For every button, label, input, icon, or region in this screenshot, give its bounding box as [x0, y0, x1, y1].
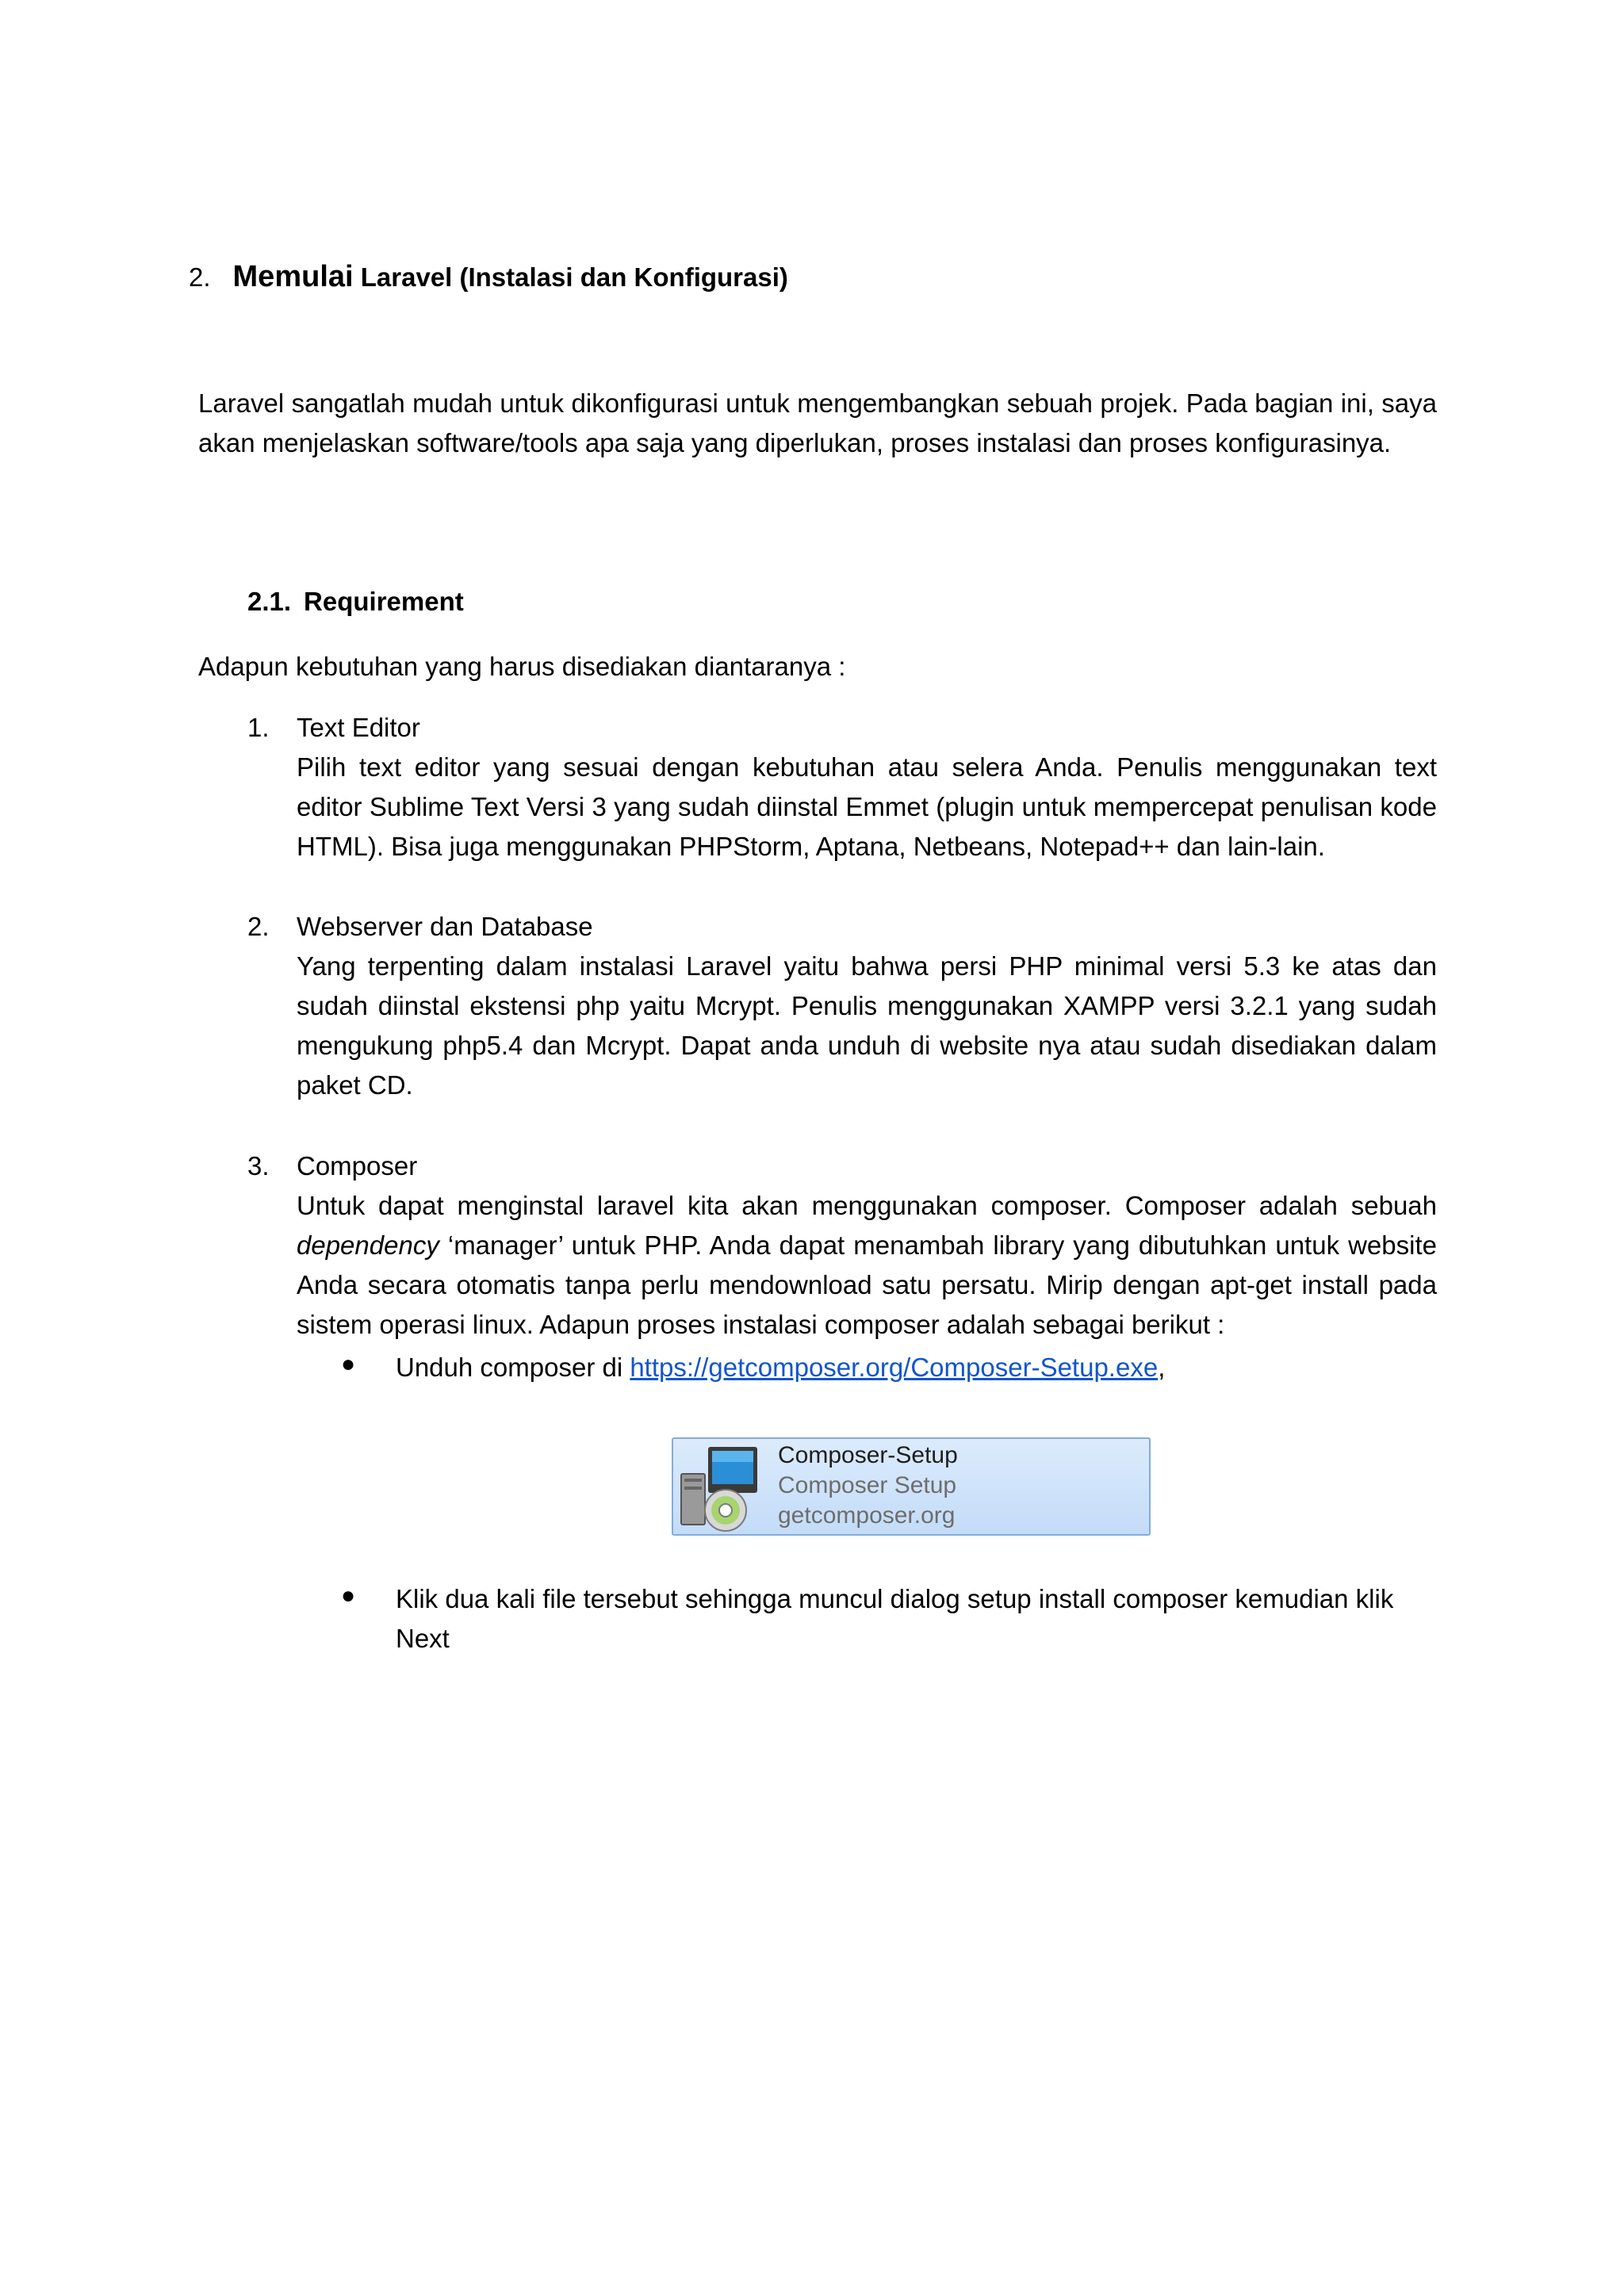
section-title-rest: Laravel (Instalasi dan Konfigurasi): [353, 262, 788, 292]
subsection-number: 2.1.: [247, 587, 292, 616]
item-number: 1.: [247, 713, 270, 742]
section-number: 2.: [189, 262, 211, 292]
item-body: [297, 1186, 1437, 1345]
composer-download-link[interactable]: https://getcomposer.org/Composer-Setup.exe: [630, 1353, 1159, 1382]
item-number: 2.: [247, 912, 270, 941]
bullet-icon: ●: [341, 1582, 356, 1609]
composer-setup-file[interactable]: [672, 1437, 1151, 1536]
section-heading: [189, 260, 788, 294]
bullet-text: [396, 1348, 1437, 1387]
requirements-intro: Adapun kebutuhan yang harus disediakan diantaranya :: [198, 652, 846, 681]
item-title: Webserver dan Database: [297, 912, 593, 941]
intro-paragraph: Laravel sangatlah mudah untuk dikonfigurasi untuk mengembangkan sebuah projek. Pada bagian ini, saya akan menjelaskan software/tools apa saja yang diperlukan, proses instalasi dan proses konfigurasinya.: [198, 388, 1437, 457]
item-title: Composer: [297, 1151, 418, 1181]
file-name: Composer-Setup: [778, 1442, 958, 1468]
subsection-title: Requirement: [304, 587, 464, 616]
bullet-icon: ●: [341, 1351, 356, 1377]
installer-disc-icon: [676, 1442, 768, 1534]
subsection-heading: [247, 587, 464, 617]
item-title: Text Editor: [297, 713, 420, 742]
item-body-italic: dependency: [297, 1230, 439, 1260]
item-body: Yang terpenting dalam instalasi Laravel yaitu bahwa persi PHP minimal versi 5.3 ke atas dan sudah diinstal ekstensi php yaitu Mcrypt. Penulis menggunakan XAMPP versi 3.2.1 yang sudah mengukung php5.4 dan Mcrypt. Dapat anda unduh di website nya atau sudah disediakan dalam paket CD.: [297, 951, 1437, 1100]
bullet-text: Klik dua kali file tersebut sehingga muncul dialog setup install composer kemudian klik Next: [396, 1584, 1394, 1653]
section-title-big: Memulai: [232, 260, 354, 293]
file-description: Composer Setup: [778, 1472, 957, 1498]
bullet-text-prefix: Unduh composer di: [396, 1353, 630, 1382]
item-body-text: Untuk dapat menginstal laravel kita akan menggunakan composer. Composer adalah sebuah: [297, 1191, 1437, 1220]
item-body: Pilih text editor yang sesuai dengan kebutuhan atau selera Anda. Penulis menggunakan text editor Sublime Text Versi 3 yang sudah diinstal Emmet (plugin untuk mempercepat penulisan kode HTML). Bisa juga menggunakan PHPStorm, Aptana, Netbeans, Notepad++ dan lain-lain.: [297, 752, 1437, 861]
file-publisher: getcomposer.org: [778, 1502, 956, 1529]
item-number: 3.: [247, 1151, 270, 1181]
item-body-text: ‘manager’ untuk PHP. Anda dapat menambah library yang dibutuhkan untuk website Anda secara otomatis tanpa perlu mendownload satu persatu. Mirip dengan apt-get install pada sistem operasi linux. Adapun proses instalasi composer adalah sebagai berikut :: [297, 1230, 1437, 1339]
bullet-text-suffix: ,: [1158, 1353, 1166, 1382]
